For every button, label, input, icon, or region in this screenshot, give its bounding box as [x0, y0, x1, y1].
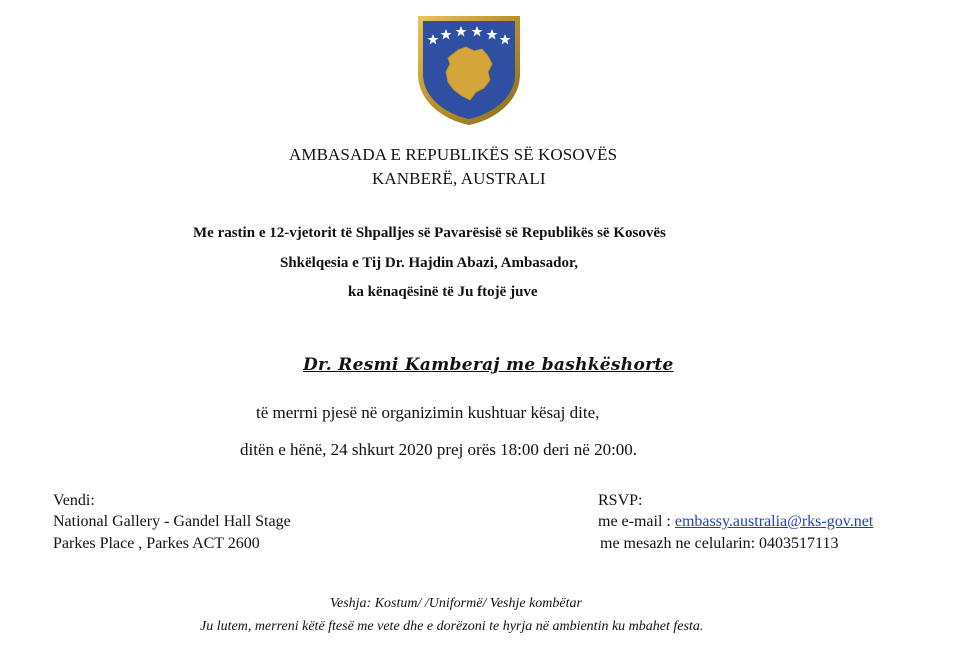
venue-line-1: National Gallery - Gandel Hall Stage [53, 513, 291, 530]
guest-name: Dr. Resmi Kamberaj me bashkëshorte [303, 355, 674, 375]
embassy-name: AMBASADA E REPUBLIKËS SË KOSOVËS [289, 145, 618, 164]
host-line: Shkëlqesia e Tij Dr. Hajdin Abazi, Ambasador, [280, 255, 578, 271]
dress-code: Veshja: Kostum/ /Uniformë/ Veshje kombëtar [330, 596, 582, 611]
venue-line-2: Parkes Place , Parkes ACT 2600 [53, 535, 260, 552]
embassy-location: KANBERË, AUSTRALI [372, 169, 546, 188]
rsvp-email-row [598, 513, 873, 531]
rsvp-email-link[interactable]: embassy.australia@rks-gov.net [674, 513, 874, 530]
venue-label: Vendi: [53, 492, 95, 509]
pleasure-line: ka kënaqësinë të Ju ftojë juve [348, 284, 538, 300]
occasion-line: Me rastin e 12-vjetorit të Shpalljes së Pavarësisë së Republikës së Kosovës [193, 225, 666, 241]
purpose-line: të merrni pjesë në organizimin kushtuar kësaj dite, [256, 403, 600, 422]
date-time-line: ditën e hënë, 24 shkurt 2020 prej orës 18:00 deri në 20:00. [240, 440, 638, 459]
rsvp-phone: me mesazh ne celularin: 0403517113 [600, 535, 839, 552]
kosovo-coat-of-arms-icon [414, 12, 524, 127]
rsvp-email-prefix: me e-mail : [598, 513, 675, 530]
entry-note: Ju lutem, merreni këtë ftesë me vete dhe e dorëzoni te hyrja në ambientin ku mbahet festa. [200, 619, 704, 634]
rsvp-label: RSVP: [598, 492, 643, 509]
